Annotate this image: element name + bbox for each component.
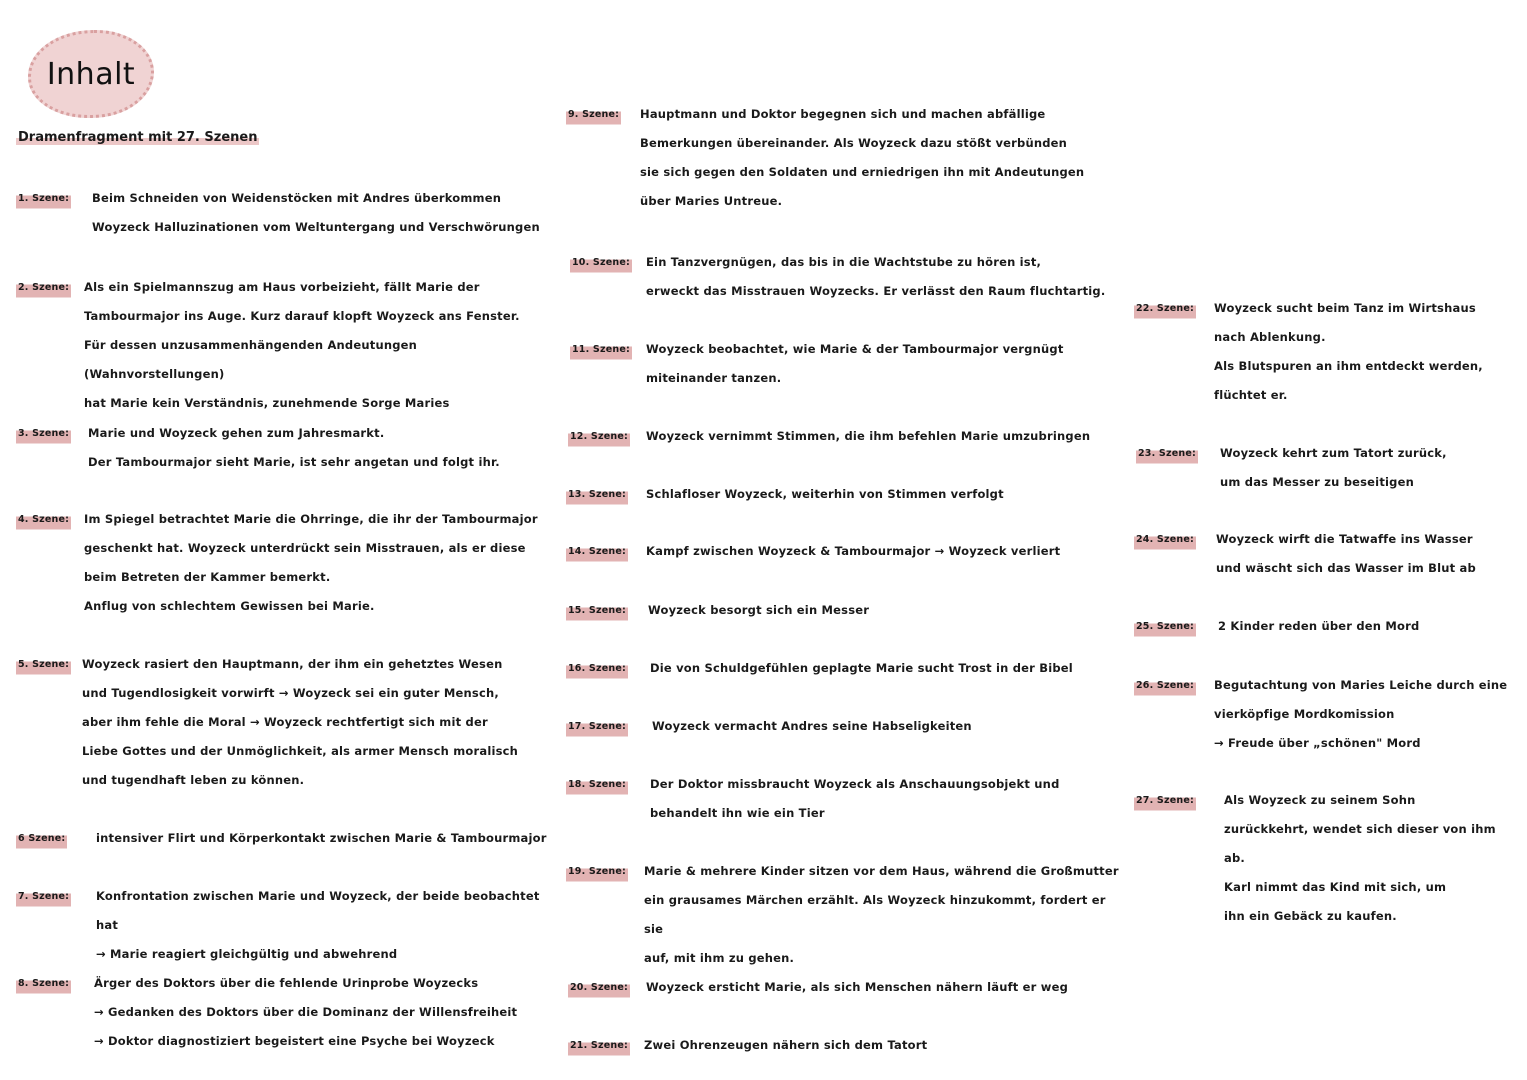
page-title: Inhalt: [46, 56, 136, 92]
scene-text: Im Spiegel betrachtet Marie die Ohrringe, die ihr der Tambourmajor geschenkt hat. Woyzeck unterdrückt sein Misstrauen, als er diese beim Betreten der Kammer bemerkt. Anflug von schlechtem Gewissen bei Marie.: [84, 512, 538, 613]
scene-label: 23. Szene:: [1136, 439, 1198, 468]
scene-label: 9. Szene:: [566, 100, 621, 129]
scene-text: Als Woyzeck zu seinem Sohn zurückkehrt, wendet sich dieser von ihm ab. Karl nimmt das Kind mit sich, um ihn ein Gebäck zu kaufen.: [1224, 793, 1496, 923]
scene-label: 27. Szene:: [1134, 786, 1196, 815]
scene-label: 13. Szene:: [566, 480, 628, 509]
scene-text: Konfrontation zwischen Marie und Woyzeck, der beide beobachtet hat → Marie reagiert gleichgültig und abwehrend: [96, 889, 540, 961]
scene-label: 19. Szene:: [566, 857, 628, 886]
scene-10: [570, 248, 1130, 308]
scene-15: [566, 596, 1126, 626]
scene-label: 7. Szene:: [16, 882, 71, 911]
scene-20: [568, 973, 1128, 1003]
page-subtitle: [16, 130, 259, 145]
scene-label: 18. Szene:: [566, 770, 628, 799]
scene-label: 8. Szene:: [16, 969, 71, 998]
scene-label: 10. Szene:: [570, 248, 632, 277]
scene-label: 5. Szene:: [16, 650, 71, 679]
scene-text: Marie & mehrere Kinder sitzen vor dem Haus, während die Großmutter ein grausames Märchen erzählt. Als Woyzeck hinzukommt, fordert er sie auf, mit ihm zu gehen.: [644, 864, 1119, 965]
scene-label: 11. Szene:: [570, 335, 632, 364]
scene-19: [566, 857, 1126, 965]
scene-label: 25. Szene:: [1134, 612, 1196, 641]
scene-label: 3. Szene:: [16, 419, 71, 448]
scene-label: 22. Szene:: [1134, 294, 1196, 323]
scene-text: Zwei Ohrenzeugen nähern sich dem Tatort: [644, 1038, 928, 1052]
scene-label: 20. Szene:: [568, 973, 630, 1002]
scene-label: 24. Szene:: [1134, 525, 1196, 554]
scene-text: Woyzeck rasiert den Hauptmann, der ihm ein gehetztes Wesen und Tugendlosigkeit vorwirft → Woyzeck sei ein guter Mensch, aber ihm fehle die Moral → Woyzeck rechtfertigt sich mit der Liebe Gottes und der Unmöglichkeit, als armer Mensch moralisch und tugendhaft leben zu können.: [82, 657, 519, 787]
scene-6: [16, 824, 556, 854]
scene-2: [16, 273, 556, 410]
scene-text: Die von Schuldgefühlen geplagte Marie sucht Trost in der Bibel: [650, 661, 1073, 675]
scene-5: [16, 650, 556, 800]
scene-text: Woyzeck besorgt sich ein Messer: [648, 603, 870, 617]
scene-text: Begutachtung von Maries Leiche durch eine vierköpfige Mordkomission → Freude über „schönen" Mord: [1214, 678, 1508, 750]
scene-18: [566, 770, 1126, 830]
scene-16: [566, 654, 1126, 684]
scene-text: Schlafloser Woyzeck, weiterhin von Stimmen verfolgt: [646, 487, 1004, 501]
scene-22: [1134, 294, 1514, 414]
scene-label: 21. Szene:: [568, 1031, 630, 1060]
scene-text: Woyzeck beobachtet, wie Marie & der Tambourmajor vergnügt miteinander tanzen.: [646, 342, 1064, 385]
scene-24: [1134, 525, 1514, 585]
scene-3: [16, 419, 556, 479]
scene-label: 14. Szene:: [566, 537, 628, 566]
scene-text: Kampf zwischen Woyzeck & Tambourmajor → Woyzeck verliert: [646, 544, 1061, 558]
scene-26: [1134, 671, 1514, 761]
scene-11: [570, 335, 1130, 395]
scene-text: Der Doktor missbraucht Woyzeck als Anschauungsobjekt und behandelt ihn wie ein Tier: [650, 777, 1060, 820]
title-badge: [28, 30, 154, 118]
scene-text: Woyzeck vermacht Andres seine Habseligkeiten: [652, 719, 972, 733]
scene-4: [16, 505, 556, 625]
scene-1: [16, 184, 556, 244]
scene-text: Woyzeck kehrt zum Tatort zurück, um das Messer zu beseitigen: [1220, 446, 1447, 489]
scene-7: [16, 882, 556, 961]
scene-label: 12. Szene:: [568, 422, 630, 451]
scene-9: [566, 100, 1126, 220]
scene-text: Hauptmann und Doktor begegnen sich und machen abfällige Bemerkungen übereinander. Als Woyzeck dazu stößt verbünden sie sich gegen den Soldaten und erniedrigen ihn mit Andeutungen über Maries Untreue.: [640, 107, 1085, 208]
scene-text: Woyzeck ersticht Marie, als sich Menschen nähern läuft er weg: [646, 980, 1069, 994]
scene-label: 2. Szene:: [16, 273, 71, 302]
scene-text: Marie und Woyzeck gehen zum Jahresmarkt. Der Tambourmajor sieht Marie, ist sehr angetan und folgt ihr.: [88, 426, 500, 469]
scene-text: Ärger des Doktors über die fehlende Urinprobe Woyzecks → Gedanken des Doktors über die Dominanz der Willensfreiheit → Doktor diagnostiziert begeistert eine Psyche bei Woyzeck: [94, 976, 518, 1048]
scene-label: 26. Szene:: [1134, 671, 1196, 700]
scene-21: [568, 1031, 1128, 1061]
scene-label: 1. Szene:: [16, 184, 71, 213]
scene-25: [1134, 612, 1514, 642]
scene-label: 6 Szene:: [16, 824, 67, 853]
scene-13: [566, 480, 1126, 510]
scene-label: 4. Szene:: [16, 505, 71, 534]
scene-text: Beim Schneiden von Weidenstöcken mit Andres überkommen Woyzeck Halluzinationen vom Weltuntergang und Verschwörungen: [92, 191, 540, 234]
subtitle-text: Dramenfragment mit 27. Szenen: [18, 130, 258, 145]
scene-12: [568, 422, 1128, 452]
scene-text: Woyzeck sucht beim Tanz im Wirtshaus nach Ablenkung. Als Blutspuren an ihm entdeckt werden, flüchtet er.: [1214, 301, 1483, 402]
scene-text: Als ein Spielmannszug am Haus vorbeizieht, fällt Marie der Tambourmajor ins Auge. Kurz darauf klopft Woyzeck ans Fenster. Für dessen unzusammenhängenden Andeutungen (Wahnvorstellungen) hat Marie kein Verständnis, zunehmende Sorge Maries: [84, 280, 520, 410]
scene-17: [566, 712, 1126, 742]
scene-label: 15. Szene:: [566, 596, 628, 625]
scene-text: Woyzeck vernimmt Stimmen, die ihm befehlen Marie umzubringen: [646, 429, 1091, 443]
scene-27: [1134, 786, 1514, 936]
scene-text: Ein Tanzvergnügen, das bis in die Wachtstube zu hören ist, erweckt das Misstrauen Woyzecks. Er verlässt den Raum fluchtartig.: [646, 255, 1106, 298]
scene-14: [566, 537, 1126, 567]
scene-label: 16. Szene:: [566, 654, 628, 683]
scene-text: Woyzeck wirft die Tatwaffe ins Wasser und wäscht sich das Wasser im Blut ab: [1216, 532, 1476, 575]
scene-text: intensiver Flirt und Körperkontakt zwischen Marie & Tambourmajor: [96, 831, 547, 845]
scene-8: [16, 969, 556, 1059]
scene-23: [1136, 439, 1516, 499]
scene-label: 17. Szene:: [566, 712, 628, 741]
scene-text: 2 Kinder reden über den Mord: [1218, 619, 1420, 633]
